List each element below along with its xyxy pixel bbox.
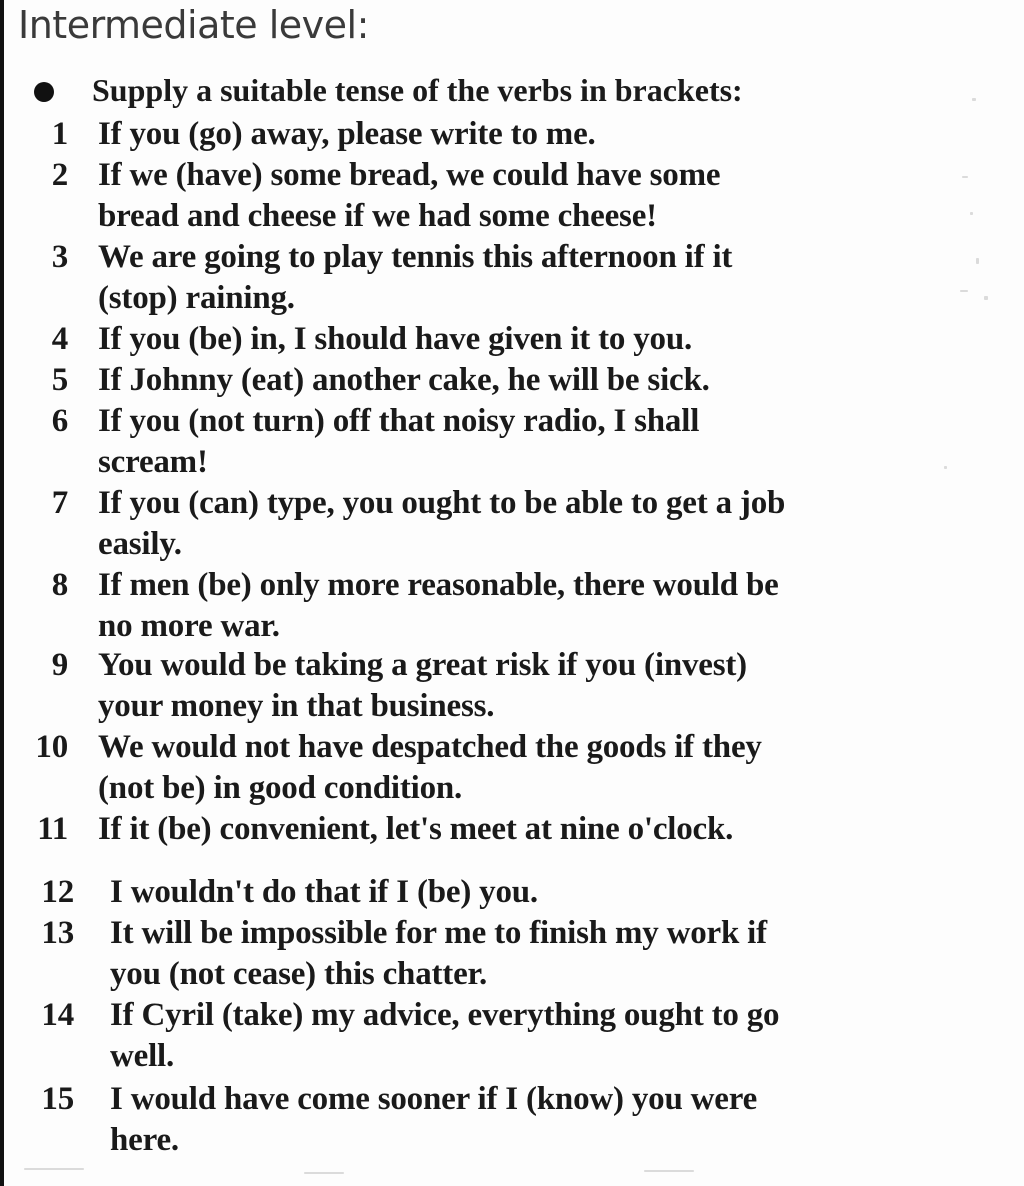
item-text: If it (be) convenient, let's meet at nine o'clock. [98,811,734,847]
item-text: You would be taking a great risk if you (invest) your money in that business. [98,647,747,724]
item-number: 10 [35,729,68,765]
item-number: 11 [37,811,68,847]
item-text: If you (can) type, you ought to be able to get a job easily. [98,485,786,562]
exercise-item-2 [4,155,1024,237]
exercise-item-15 [4,1079,1024,1161]
exercise-item-1 [4,114,1024,156]
exercise-instruction [32,70,992,110]
exercise-item-3 [4,237,1024,319]
scan-speck [304,1172,344,1174]
scan-speck [960,290,968,292]
exercise-item-11 [4,809,1024,851]
exercise-item-8 [4,565,1024,647]
item-number: 1 [51,116,68,152]
item-text: We are going to play tennis this afternoon if it (stop) raining. [98,239,733,316]
item-number: 9 [51,647,68,683]
exercise-item-10 [4,727,1024,809]
page-title: Intermediate level: [18,3,369,47]
exercise-item-9 [4,645,1024,727]
scan-speck [970,212,973,215]
item-text: If Johnny (eat) another cake, he will be sick. [98,362,710,398]
scan-speck [976,258,979,264]
item-number: 7 [51,485,68,521]
exercise-item-13 [4,913,1024,995]
item-text: If men (be) only more reasonable, there would be no more war. [98,567,779,644]
item-number: 14 [41,997,74,1033]
scan-speck [984,296,988,300]
item-number: 2 [51,157,68,193]
item-text: If you (not turn) off that noisy radio, I shall scream! [98,403,700,480]
exercise-item-12 [4,872,1024,914]
item-number: 8 [51,567,68,603]
item-number: 3 [51,239,68,275]
item-number: 4 [51,321,68,357]
item-number: 5 [51,362,68,398]
exercise-item-6 [4,401,1024,483]
scan-speck [944,466,947,469]
item-text: I would have come sooner if I (know) you were here. [110,1081,758,1158]
item-text: If we (have) some bread, we could have some bread and cheese if we had some cheese! [98,157,721,234]
item-text: If you (go) away, please write to me. [98,116,596,152]
scan-speck [962,176,968,178]
scan-speck [644,1170,694,1172]
exercise-item-4 [4,319,1024,361]
exercise-item-14 [4,995,1024,1077]
scan-speck [972,98,976,101]
item-number: 12 [41,874,74,910]
exercise-item-5 [4,360,1024,402]
item-text: If you (be) in, I should have given it to you. [98,321,693,357]
item-text: I wouldn't do that if I (be) you. [110,874,538,910]
item-number: 13 [41,915,74,951]
item-text: It will be impossible for me to finish my work if you (not cease) this chatter. [110,915,767,992]
item-text: If Cyril (take) my advice, everything ought to go well. [110,997,780,1074]
bullet-icon [34,82,54,102]
scan-speck [24,1168,84,1170]
item-number: 6 [51,403,68,439]
item-number: 15 [41,1081,74,1117]
item-text: We would not have despatched the goods if they (not be) in good condition. [98,729,762,806]
instruction-text: Supply a suitable tense of the verbs in brackets: [92,72,743,108]
exercise-item-7 [4,483,1024,565]
